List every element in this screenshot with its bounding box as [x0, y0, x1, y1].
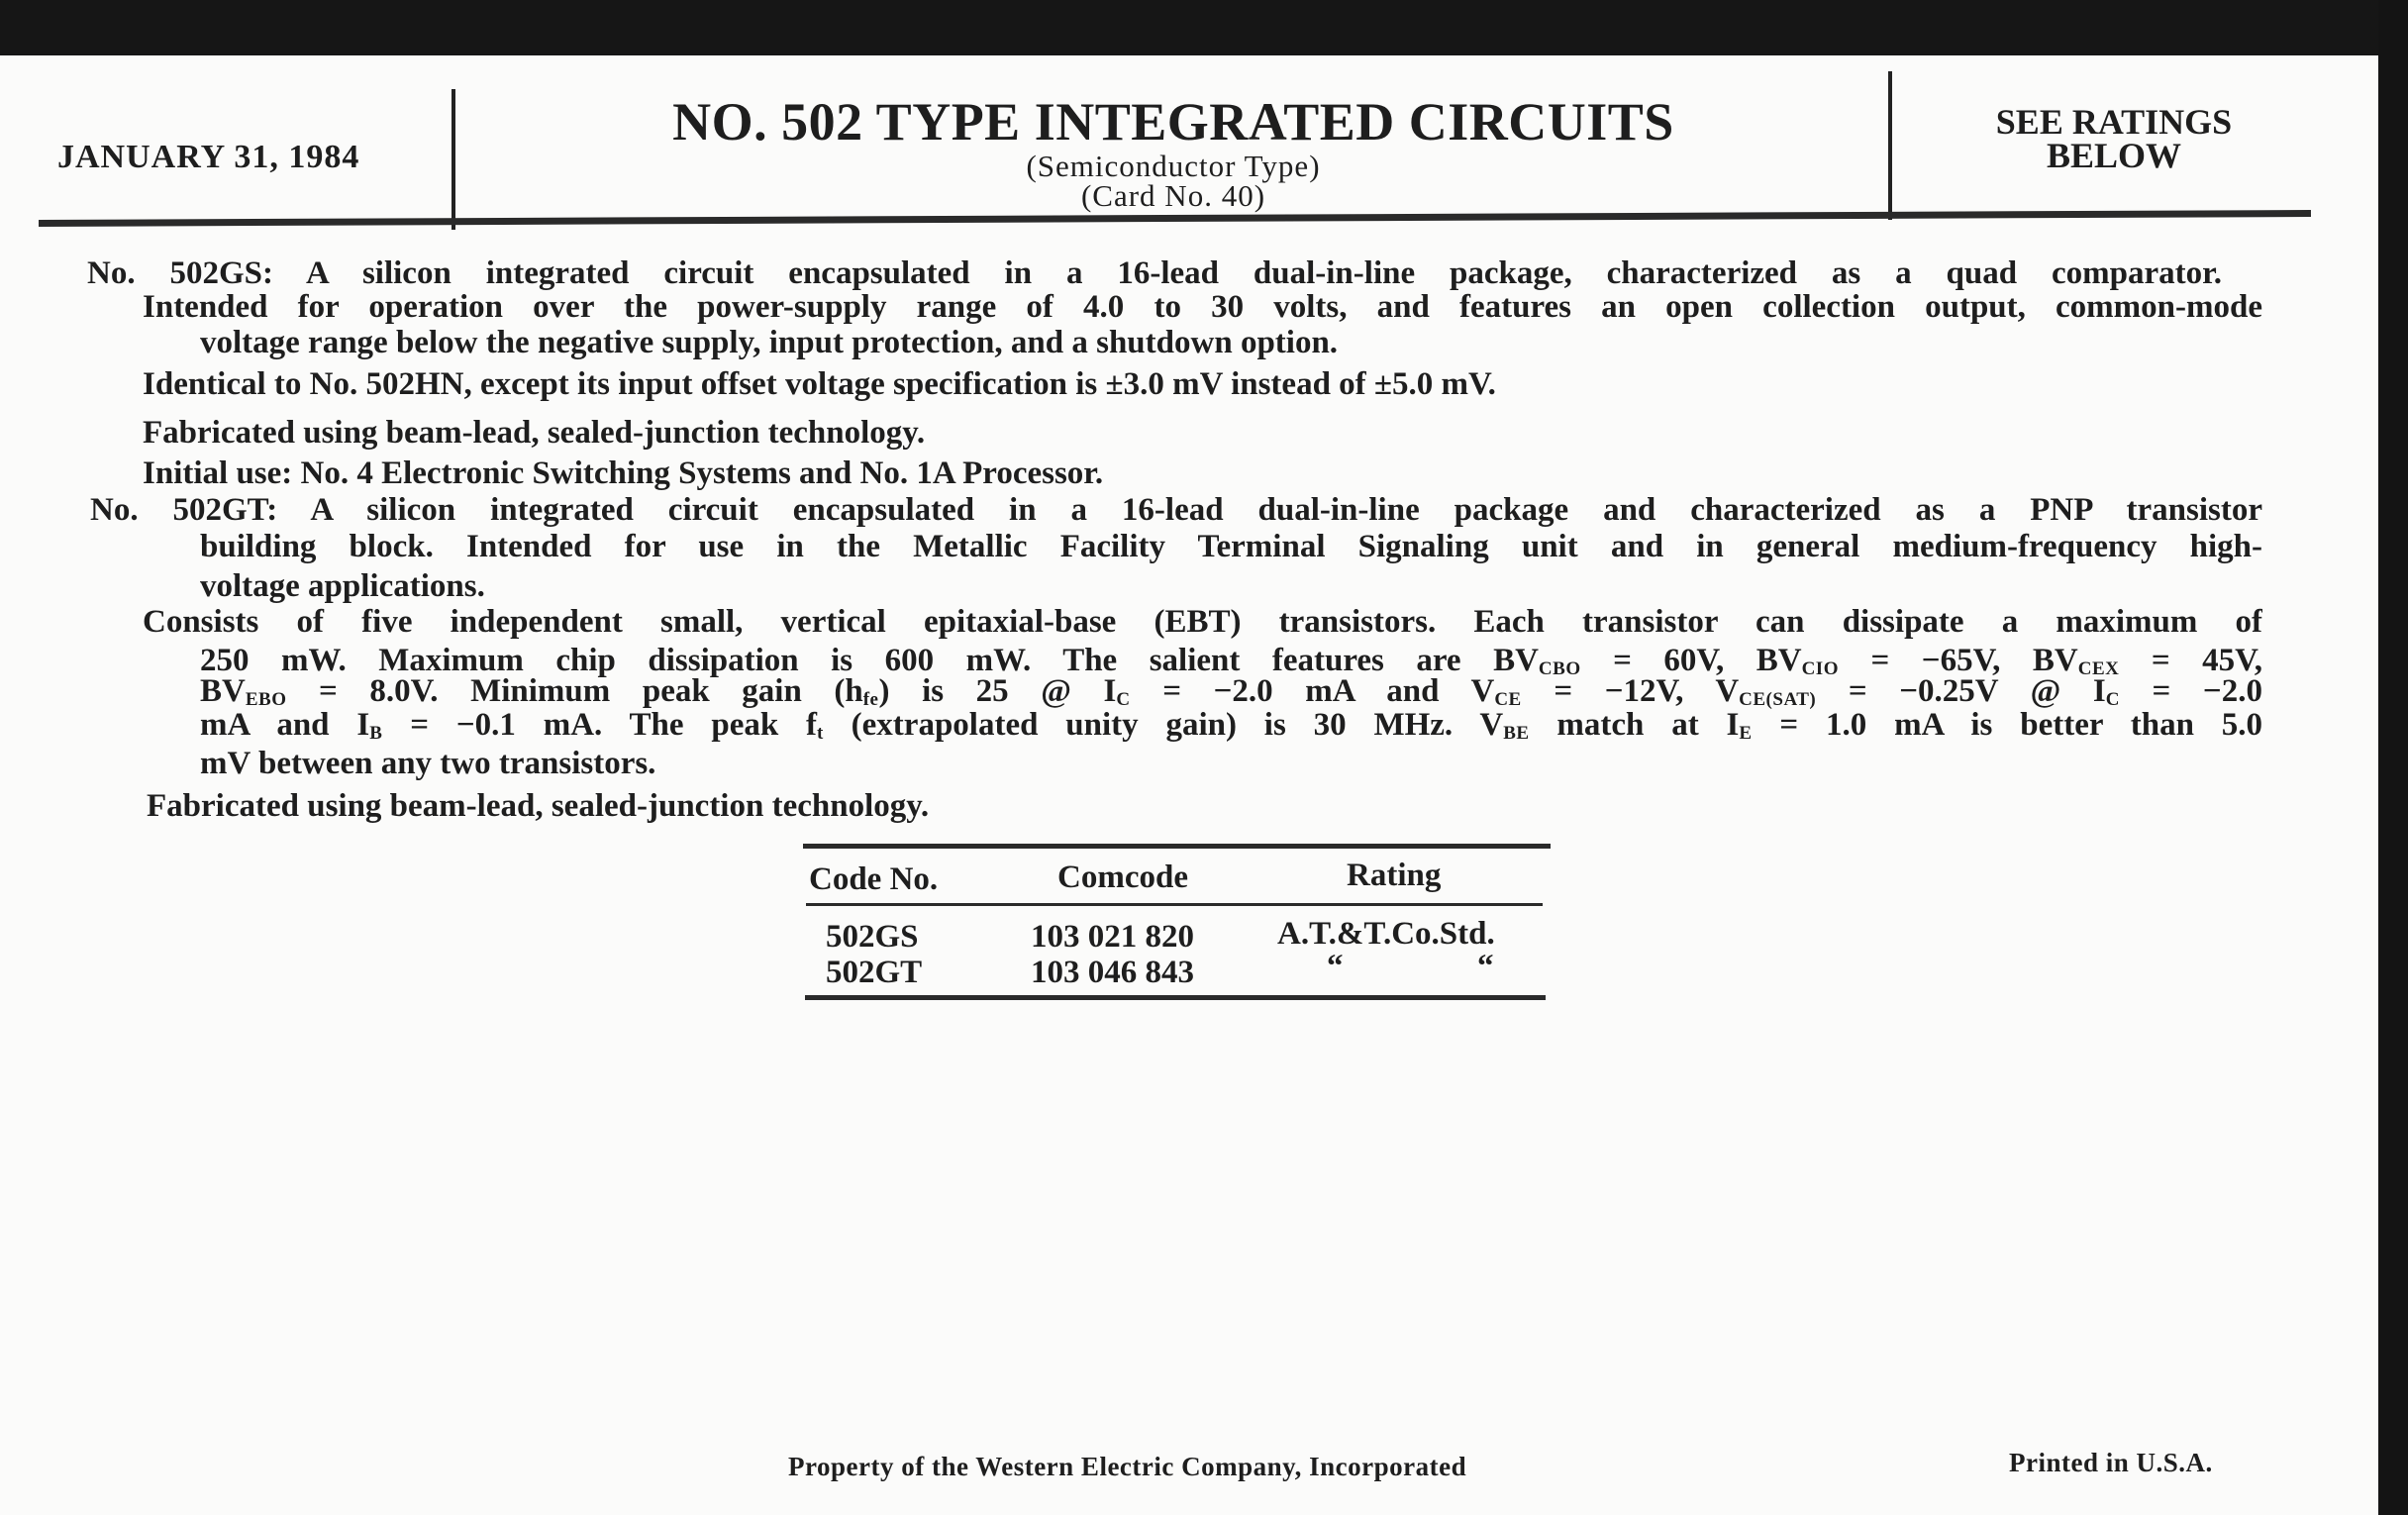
body-text-segment: building block. Intended for use in the Metallic Facility Terminal Signaling unit and in general medium-frequency high- — [200, 529, 2262, 564]
body-text-segment: voltage range below the negative supply, input protection, and a shutdown option. — [200, 325, 1339, 360]
card-number: (Card No. 40) — [1080, 178, 1266, 213]
body-text-segment: Initial use: No. 4 Electronic Switching Systems and No. 1A Processor. — [143, 455, 1104, 491]
body-text-segment: = −65V, BV — [1838, 643, 2078, 678]
body-line — [143, 415, 925, 451]
body-text-segment: No. 502GT: A silicon integrated circuit encapsulated in a 16-lead dual-in-line package and characterized as a PNP transistor — [90, 492, 2262, 528]
subscript: BE — [1503, 723, 1530, 743]
ratings-note — [1911, 102, 2317, 175]
page-subtitle: (Semiconductor Type) — [1026, 149, 1321, 183]
table-cell-comcode: 103 021 820 — [1031, 919, 1194, 955]
body-text-segment: = 60V, BV — [1580, 643, 1802, 678]
body-text-segment: Consists of five independent small, vertical epitaxial-base (EBT) transistors. Each transistor can dissipate a maximum of — [143, 604, 2262, 640]
card-date: JANUARY 31, 1984 — [57, 139, 360, 175]
body-line — [200, 568, 485, 604]
subscript: CBO — [1538, 658, 1581, 678]
body-line — [200, 746, 655, 781]
body-text-segment: 250 mW. Maximum chip dissipation is 600 mW. The salient features are BV — [200, 643, 1539, 678]
subscript: C — [1116, 689, 1131, 709]
body-text-segment: BV — [200, 673, 246, 709]
subscript: B — [369, 723, 383, 743]
body-text-segment: = −0.25V @ I — [1816, 673, 2106, 709]
table-header-rating: Rating — [1347, 858, 1442, 893]
subscript: EBO — [245, 689, 287, 709]
table-cell-comcode: 103 046 843 — [1031, 955, 1194, 990]
body-text-segment: Fabricated using beam-lead, sealed-junction technology. — [143, 415, 926, 451]
ratings-note-line1: SEE RATINGS — [1995, 102, 2233, 142]
body-text-segment: = 8.0V. Minimum peak gain (h — [286, 673, 863, 709]
page-title: NO. 502 TYPE INTEGRATED CIRCUITS — [672, 92, 1674, 152]
table-cell-rating: A.T.&T.Co.Std. — [1277, 916, 1495, 952]
body-line — [143, 604, 2262, 640]
body-line — [143, 366, 1496, 402]
body-text-segment: Fabricated using beam-lead, sealed-junction technology. — [147, 788, 930, 824]
body-line — [90, 492, 2262, 528]
subscript: CE(SAT) — [1739, 689, 1817, 709]
footer-property: Property of the Western Electric Company, Incorporated — [788, 1452, 1467, 1481]
body-text-segment: = 1.0 mA is better than 5.0 — [1752, 707, 2262, 743]
body-line — [200, 673, 2262, 709]
ratings-note-line2: BELOW — [2046, 136, 2182, 175]
subscript: CEX — [2077, 658, 2120, 678]
body-text-segment: Identical to No. 502HN, except its input offset voltage specification is ±3.0 mV instead of ±5.0 mV. — [143, 366, 1496, 402]
body-text-segment: = −0.1 mA. The peak f — [382, 707, 818, 743]
table-top-rule — [803, 844, 1551, 849]
subscript: CE — [1494, 689, 1522, 709]
body-line — [147, 788, 929, 824]
body-text-segment: voltage applications. — [200, 568, 485, 604]
body-text-segment: ) is 25 @ I — [878, 673, 1117, 709]
subscript: CIO — [1801, 658, 1839, 678]
body-text-segment: = 45V, — [2119, 643, 2262, 678]
body-text-segment: No. 502GS: A silicon integrated circuit encapsulated in a 16-lead dual-in-line package, characterized as a quad comparator. — [87, 255, 2222, 291]
table-bottom-rule — [805, 995, 1546, 1000]
header-divider-left — [452, 89, 455, 230]
body-line — [87, 255, 2222, 291]
table-cell-rating-ditto: “ — [1477, 949, 1494, 984]
body-line — [143, 455, 1103, 491]
table-cell-code: 502GS — [826, 919, 919, 955]
table-header-rule — [806, 903, 1543, 906]
body-line — [143, 289, 2262, 325]
body-line — [200, 707, 2262, 743]
table-cell-rating-ditto: “ — [1327, 949, 1344, 984]
scan-border-right — [2378, 0, 2408, 1515]
table-header-comcode: Comcode — [1057, 859, 1188, 895]
body-text-segment: = −2.0 — [2119, 673, 2262, 709]
footer-printed: Printed in U.S.A. — [2009, 1448, 2213, 1477]
subscript: E — [1739, 723, 1753, 743]
table-cell-code: 502GT — [826, 955, 923, 990]
body-text-segment: mV between any two transistors. — [200, 746, 656, 781]
subscript: C — [2105, 689, 2120, 709]
scan-border-top — [0, 0, 2408, 55]
body-text-segment: mA and I — [200, 707, 370, 743]
body-text-segment: Intended for operation over the power-supply range of 4.0 to 30 volts, and features an open collection output, common-mode — [143, 289, 2262, 325]
header-divider-right — [1888, 71, 1892, 220]
subscript: t — [817, 723, 824, 743]
subscript: fe — [862, 689, 879, 709]
body-text-segment: match at I — [1529, 707, 1740, 743]
body-line — [200, 325, 1338, 360]
body-text-segment: = −12V, V — [1521, 673, 1740, 709]
table-header-code: Code No. — [809, 861, 939, 897]
body-text-segment: = −2.0 mA and V — [1130, 673, 1495, 709]
body-text-segment: (extrapolated unity gain) is 30 MHz. V — [823, 707, 1504, 743]
body-line — [200, 529, 2262, 564]
